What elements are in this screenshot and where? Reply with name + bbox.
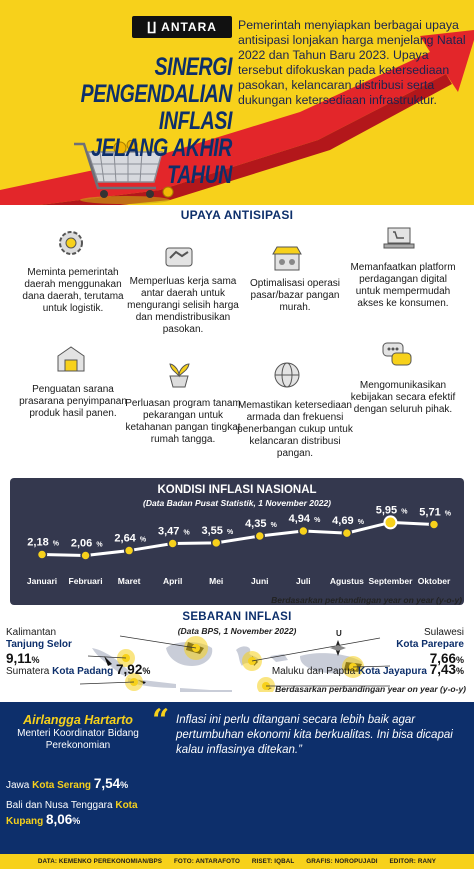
- region-province: Sulawesi: [423, 627, 464, 638]
- chart-note: Berdasarkan perbandingan year on year (y-o-y): [271, 595, 462, 605]
- region-city: Kota Parepare: [396, 639, 464, 650]
- data-point: [342, 529, 351, 538]
- title-line: SINERGI: [154, 53, 232, 81]
- region-city: Kota Serang: [32, 780, 92, 791]
- antara-logo: ∐ ANTARA: [132, 16, 232, 38]
- x-tick-label: Februari: [68, 576, 103, 586]
- data-label: 5,71: [419, 506, 441, 519]
- region-city: Tanjung Selor: [6, 639, 72, 650]
- region-province: Maluku dan Papua: [271, 666, 356, 677]
- upaya-item: Memastikan ketersediaan armada dan frekuensi penerbangan cukup untuk kelancaran distribusi pangan.: [237, 400, 353, 459]
- plant-pot-icon: [162, 356, 196, 390]
- data-point: [255, 532, 264, 541]
- upaya-item: Memanfaatkan platform perdagangan digital untuk mempermudah akses ke konsumen.: [350, 262, 456, 309]
- region-bali-nusa-tenggara: [6, 800, 176, 829]
- x-tick-label: Oktober: [417, 576, 451, 586]
- data-label: 4,94: [288, 513, 311, 526]
- title-line: JELANG AKHIR TAHUN: [91, 134, 232, 189]
- credit-item: EDITOR: RANY: [389, 858, 437, 865]
- quote-text: Inflasi ini perlu ditangani secara lebih baik agar pertumbuhan ekonomi kita berkualitas. Ini bisa dicapai kalau inflasinya ditekan.”: [176, 714, 453, 756]
- data-label: 4,69: [332, 515, 354, 528]
- x-tick-label: Januari: [26, 576, 58, 586]
- data-label-unit: %: [96, 541, 103, 549]
- data-point: [125, 546, 134, 555]
- data-point: [168, 539, 177, 548]
- gear-money-icon: [54, 226, 88, 260]
- data-label-unit: %: [401, 508, 408, 516]
- market-icon: [270, 242, 304, 276]
- x-tick-label: Juli: [296, 576, 311, 586]
- x-tick-label: Agustus: [329, 576, 364, 586]
- x-tick-label: Maret: [117, 576, 141, 586]
- region-province: Kalimantan: [6, 627, 57, 638]
- x-tick-label: Mei: [209, 576, 224, 586]
- upaya-title: UPAYA ANTISIPASI: [180, 208, 294, 222]
- map-note: Berdasarkan perbandingan year on year (y-o-y): [275, 684, 466, 694]
- region-value: 7,54%: [93, 776, 129, 791]
- region-province: Sumatera: [6, 666, 50, 677]
- x-tick-label: Juni: [251, 576, 269, 586]
- data-label-unit: %: [227, 528, 234, 536]
- region-province: Bali dan Nusa Tenggara: [6, 800, 113, 811]
- data-point: [384, 516, 396, 528]
- region-province: Jawa: [6, 780, 30, 791]
- credit-item: RISET: IQBAL: [251, 858, 295, 865]
- compass-label: U: [336, 629, 342, 638]
- globe-plane-icon: [270, 358, 304, 392]
- data-point: [299, 527, 308, 536]
- inflation-chart: [10, 478, 464, 605]
- data-label: 2,06: [70, 537, 93, 550]
- data-point: [212, 538, 221, 547]
- upaya-item: Perluasan program tanam pekarangan untuk ketahanan pangan tingkat rumah tangga.: [125, 398, 241, 445]
- region-maluku-papua: [272, 662, 464, 679]
- data-label-unit: %: [139, 536, 147, 544]
- page-title: [0, 54, 232, 189]
- laptop-cart-icon: [382, 222, 416, 256]
- x-tick-label: April: [162, 576, 183, 586]
- region-value: 7,43%: [429, 662, 464, 677]
- region-sumatera: [6, 662, 150, 679]
- sebaran-subtitle: (Data BPS, 1 November 2022): [177, 626, 297, 636]
- handshake-icon: [162, 240, 196, 274]
- upaya-item: Meminta pemerintah daerah menggunakan dana daerah, terutama untuk logistik.: [22, 267, 124, 314]
- warehouse-icon: [54, 342, 88, 376]
- region-value: 8,06%: [46, 812, 81, 827]
- data-point: [430, 520, 439, 529]
- chart-title: KONDISI INFLASI NASIONAL: [157, 484, 317, 496]
- upaya-item: Memperluas kerja sama antar daerah untuk mengurangi selisih harga dan mendistribusikan pasokan.: [127, 276, 239, 335]
- upaya-item: Penguatan sarana prasarana penyimpanan produk hasil panen.: [19, 384, 127, 419]
- region-value: 9,11%: [6, 651, 40, 666]
- region-value: 7,92%: [116, 662, 151, 677]
- chart-subtitle: (Data Badan Pusat Statistik, 1 November 2022): [142, 498, 331, 508]
- intro-text: Pemerintah menyiapkan berbagai upaya antisipasi lonjakan harga menjelang Natal 2022 dan Tahun Baru 2023. Upaya tersebut difokuskan pada ketersediaan pasokan, kelancaran distribusi serta dukungan ketersediaan infrastruktur.: [238, 18, 466, 107]
- sebaran-title: SEBARAN INFLASI: [182, 611, 292, 623]
- data-point: [38, 550, 47, 559]
- data-point: [81, 551, 90, 560]
- upaya-item: Optimalisasi operasi pasar/bazar pangan murah.: [249, 278, 341, 313]
- region-city: Kota Padang: [52, 666, 114, 677]
- person-name: Airlangga Hartarto: [23, 713, 133, 727]
- data-label-unit: %: [444, 510, 452, 518]
- credit-item: GRAFIS: NOROPUJADI: [306, 858, 378, 865]
- person-role: Menteri Koordinator Bidang Perekonomian: [17, 728, 139, 751]
- data-label: 3,55: [201, 524, 223, 537]
- data-label-unit: %: [270, 522, 277, 530]
- quote-mark-icon: “: [152, 703, 170, 738]
- region-jawa: [6, 776, 128, 793]
- data-label-unit: %: [357, 519, 364, 527]
- region-city: Kota Jayapura: [358, 666, 427, 677]
- header-banner: [0, 0, 474, 205]
- x-tick-label: September: [368, 576, 413, 586]
- inflation-line: [42, 522, 434, 555]
- data-label: 2,64: [114, 532, 136, 545]
- antara-mark-icon: ∐: [147, 20, 158, 34]
- title-line: PENGENDALIAN INFLASI: [80, 80, 232, 135]
- credits-footer: [0, 854, 474, 869]
- region-city: Kota Kupang: [6, 800, 138, 827]
- credit-item: FOTO: ANTARAFOTO: [173, 858, 241, 865]
- data-label-unit: %: [183, 529, 190, 537]
- region-value: 7,66%: [429, 651, 464, 666]
- data-label: 2,18: [27, 536, 49, 549]
- chat-bubbles-icon: [380, 338, 414, 372]
- data-label-unit: %: [314, 517, 321, 525]
- credit-item: DATA: KEMENKO PEREKONOMIAN/BPS: [37, 858, 163, 865]
- data-label: 4,35: [245, 518, 267, 531]
- compass-icon: [330, 629, 346, 656]
- upaya-item: Mengomunikasikan kebijakan secara efektif dengan seluruh pihak.: [350, 380, 456, 415]
- data-label: 5,95: [375, 504, 398, 517]
- data-label: 3,47: [157, 525, 180, 538]
- data-label-unit: %: [52, 540, 60, 548]
